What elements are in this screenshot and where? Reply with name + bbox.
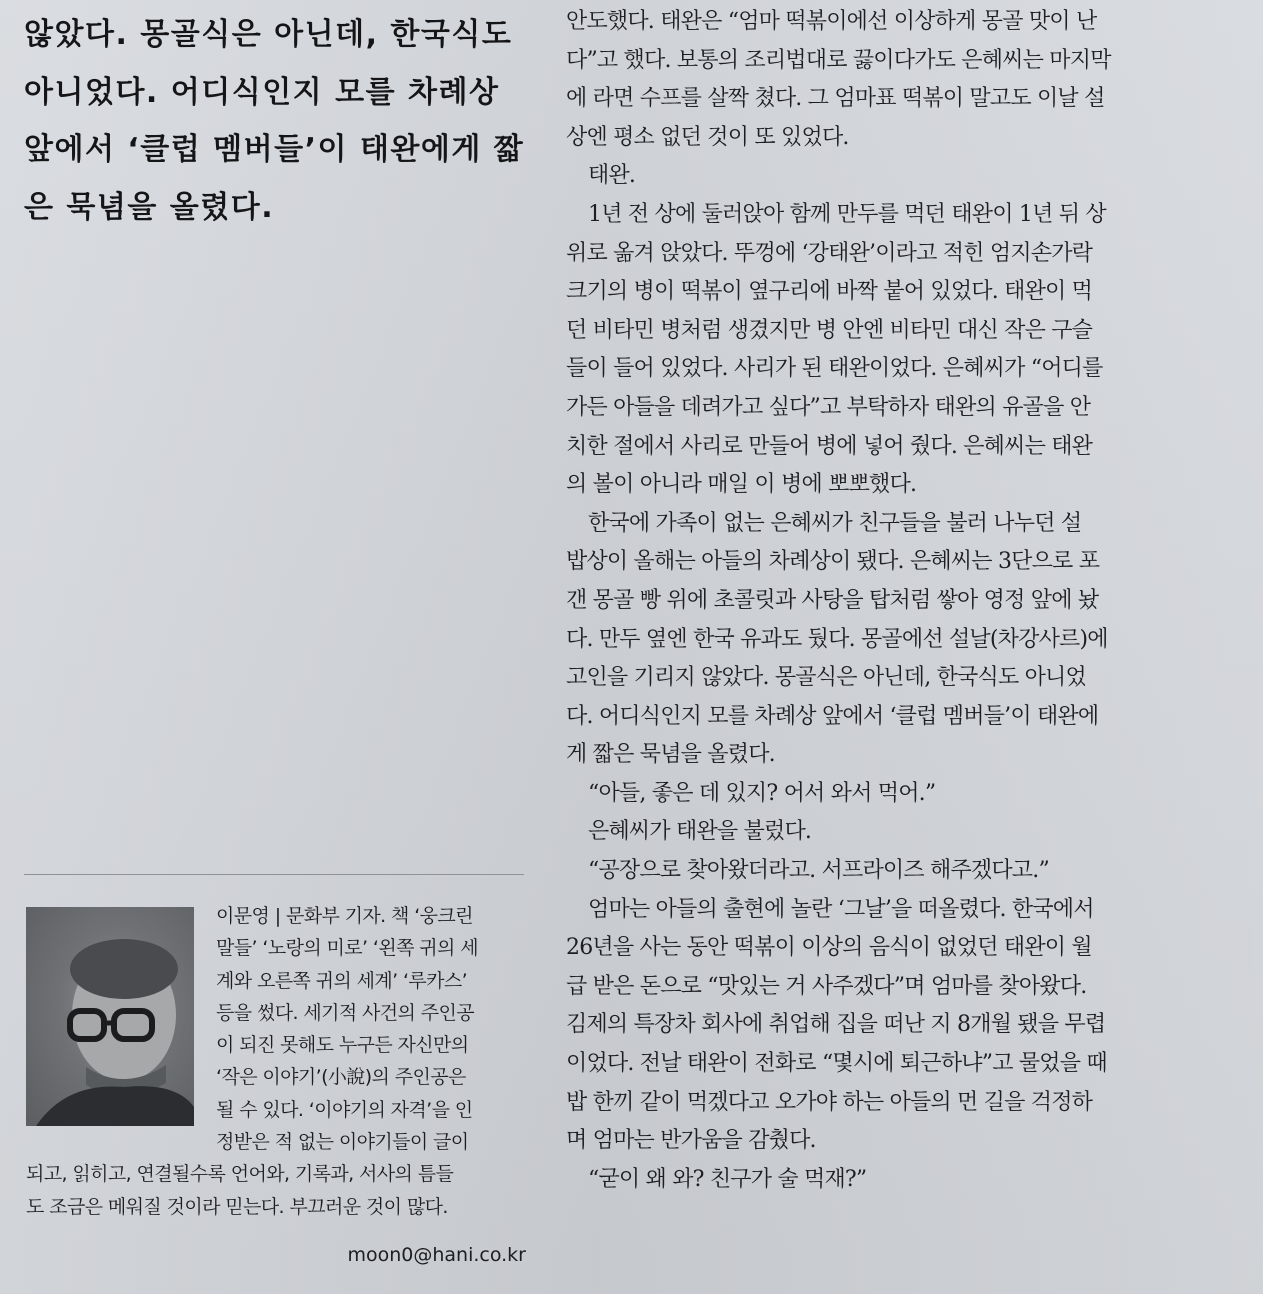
article-line: “공장으로 찾아왔더라고. 서프라이즈 해주겠다고.”	[588, 858, 1049, 884]
article-line: 크기의 병이 떡볶이 옆구리에 바짝 붙어 있었다. 태완이 먹	[566, 279, 1093, 305]
article-line: 다. 어디식인지 모를 차례상 앞에서 ‘클럽 멤버들’이 태완에	[566, 703, 1099, 729]
article-line: 밥 한끼 같이 먹겠다고 오가야 하는 아들의 먼 길을 걱정하	[566, 1089, 1093, 1115]
bio-line: 등을 썼다. 세기적 사건의 주인공	[216, 1001, 475, 1024]
bio-line: 이 되진 못해도 누구든 자신만의	[216, 1034, 469, 1057]
article-line: 치한 절에서 사리로 만들어 병에 넣어 줬다. 은혜씨는 태완	[566, 433, 1093, 459]
article-line: 엄마는 아들의 출현에 놀란 ‘그날’을 떠올렸다. 한국에서	[588, 896, 1094, 922]
bio-line: 도 조금은 메워질 것이라 믿는다. 부끄러운 것이 많다.	[26, 1195, 448, 1218]
article-line: 갠 몽골 빵 위에 초콜릿과 사탕을 탑처럼 쌓아 영정 앞에 놨	[566, 587, 1099, 613]
article-line: 1년 전 상에 둘러앉아 함께 만두를 먹던 태완이 1년 뒤 상	[588, 201, 1106, 227]
article-line: 위로 옮겨 앉았다. 뚜껑에 ‘강태완’이라고 적힌 엄지손가락	[566, 240, 1093, 266]
article-line: 상엔 평소 없던 것이 또 있었다.	[566, 124, 849, 150]
pull-quote-line: 아니었다. 어디식인지 모를 차례상	[24, 74, 500, 110]
article-line: 다. 만두 옆엔 한국 유과도 뒀다. 몽골에선 설날(차강사르)에	[566, 626, 1108, 652]
author-bio	[26, 900, 526, 1223]
article-line: 던 비타민 병처럼 생겼지만 병 안엔 비타민 대신 작은 구슬	[566, 317, 1093, 343]
bio-line: 될 수 있다. ‘이야기의 자격’을 인	[216, 1098, 473, 1121]
article-line: 이었다. 전날 태완이 전화로 “몇시에 퇴근하냐”고 물었을 때	[566, 1051, 1107, 1077]
article-line: 26년을 사는 동안 떡볶이 이상의 음식이 없었던 태완이 월	[566, 935, 1092, 961]
article-line: 고인을 기리지 않았다. 몽골식은 아닌데, 한국식도 아니었	[566, 665, 1086, 691]
author-email[interactable]: moon0@hani.co.kr	[347, 1244, 526, 1266]
pull-quote-line: 앞에서 ‘클럽 멤버들’이 태완에게 짧	[24, 132, 525, 167]
article-line: 한국에 가족이 없는 은혜씨가 친구들을 불러 나누던 설	[588, 510, 1082, 536]
article-line: 의 볼이 아니라 매일 이 병에 뽀뽀했다.	[566, 472, 917, 498]
article-line: “아들, 좋은 데 있지? 어서 와서 먹어.”	[588, 780, 936, 806]
article-line: “굳이 왜 와? 친구가 술 먹재?”	[588, 1166, 867, 1192]
article-line: 다”고 했다. 보통의 조리법대로 끓이다가도 은혜씨는 마지막	[566, 47, 1111, 73]
article-line: 안도했다. 태완은 “엄마 떡볶이에선 이상하게 몽골 맛이 난	[566, 9, 1097, 34]
bio-line: 말들’ ‘노랑의 미로’ ‘왼쪽 귀의 세	[216, 937, 479, 960]
bio-line: 이문영 | 문화부 기자. 책 ‘웅크린	[216, 905, 473, 927]
bio-line: 계와 오른쪽 귀의 세계’ ‘루카스’	[216, 969, 468, 992]
bio-line: 되고, 읽히고, 연결될수록 언어와, 기록과, 서사의 틈들	[26, 1163, 454, 1186]
article-line: 김제의 특장차 회사에 취업해 집을 떠난 지 8개월 됐을 무렵	[566, 1012, 1106, 1038]
article-line: 급 받은 돈으로 “맛있는 거 사주겠다”며 엄마를 찾아왔다.	[566, 973, 1087, 999]
pull-quote-line: 않았다. 몽골식은 아닌데, 한국식도	[24, 17, 513, 52]
article-line: 가든 아들을 데려가고 싶다”고 부탁하자 태완의 유골을 안	[566, 394, 1091, 420]
article-line: 들이 들어 있었다. 사리가 된 태완이었다. 은혜씨가 “어디를	[566, 356, 1103, 382]
bio-line: ‘작은 이야기’(小說)의 주인공은	[216, 1066, 466, 1089]
section-divider	[24, 874, 524, 875]
pull-quote	[24, 6, 534, 236]
article-line: 에 라면 수프를 살짝 쳤다. 그 엄마표 떡볶이 말고도 이날 설	[566, 86, 1105, 112]
article-line: 며 엄마는 반가움을 감췄다.	[566, 1128, 816, 1154]
article-line: 은혜씨가 태완을 불렀다.	[588, 819, 812, 845]
article-line: 밥상이 올해는 아들의 차례상이 됐다. 은혜씨는 3단으로 포	[566, 549, 1100, 575]
article-line: 게 짧은 묵념을 올렸다.	[566, 742, 775, 768]
bio-line: 정받은 적 없는 이야기들이 글이	[216, 1131, 469, 1154]
article-line: 태완.	[588, 163, 636, 189]
article-body-column	[566, 3, 1242, 1199]
pull-quote-line: 은 묵념을 올렸다.	[24, 189, 275, 225]
